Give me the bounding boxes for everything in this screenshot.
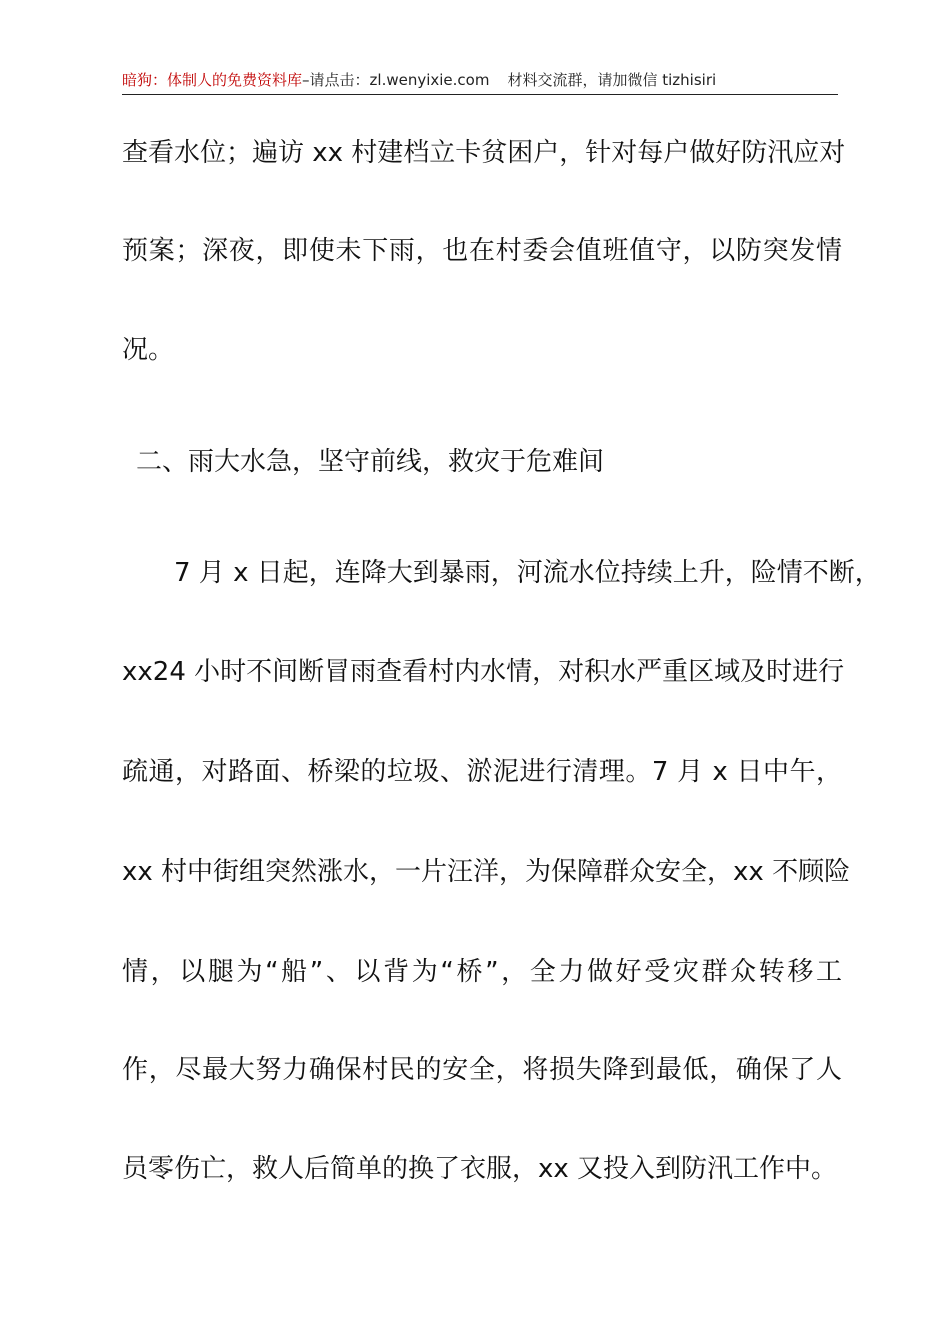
paragraph-line: 疏通，对路面、桥梁的垃圾、淤泥进行清理。7 月 x 日中午，	[122, 757, 842, 787]
paragraph-line: 查看水位；遍访 xx 村建档立卡贫困户，针对每户做好防汛应对	[122, 138, 846, 168]
paragraph-line: 员零伤亡，救人后简单的换了衣服，xx 又投入到防汛工作中。	[122, 1154, 838, 1184]
paragraph-line: 预案；深夜，即使未下雨，也在村委会值班值守，以防突发情	[122, 236, 842, 266]
paragraph-line: 作，尽最大努力确保村民的安全，将损失降到最低，确保了人	[122, 1055, 842, 1085]
header-site-link[interactable]: zl.wenyixie.com	[369, 71, 490, 89]
paragraph-line: xx 村中街组突然涨水，一片汪洋，为保障群众安全，xx 不顾险	[122, 857, 851, 887]
header-contact: 材料交流群，请加微信 tizhisiri	[507, 71, 717, 89]
paragraph-line: xx24 小时不间断冒雨查看村内水情，对积水严重区域及时进行	[122, 657, 845, 687]
header-brand: 暗狗：体制人的免费资料库	[122, 71, 303, 89]
paragraph-line: 情，以腿为“船”、以背为“桥”，全力做好受灾群众转移工	[122, 957, 842, 987]
paragraph-line: 况。	[122, 335, 175, 365]
header-click-label: –请点击：	[302, 71, 370, 89]
paragraph-line: 7 月 x 日起，连降大到暴雨，河流水位持续上升，险情不断，	[174, 558, 881, 588]
page-header	[122, 68, 838, 95]
section-heading: 二、雨大水急，坚守前线，救灾于危难间	[136, 447, 605, 477]
